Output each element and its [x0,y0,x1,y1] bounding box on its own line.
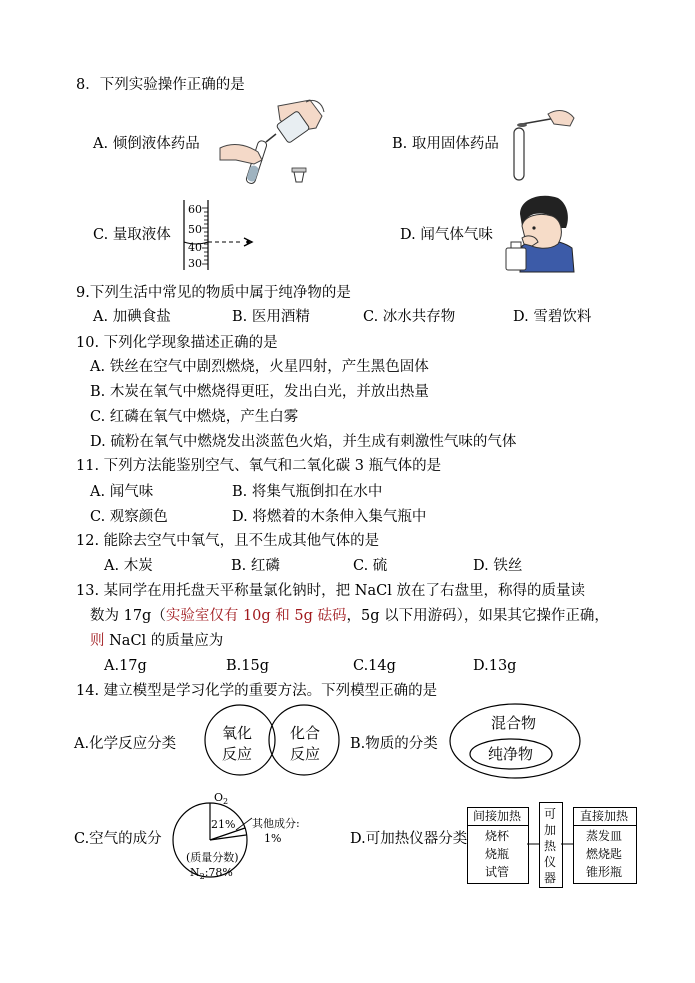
q11-option-b: B. 将集气瓶倒扣在水中 [232,484,383,500]
q12-option-d: D. 铁丝 [473,558,523,574]
direct-item-combustion-spoon: 燃烧匙 [586,847,623,861]
q13-line3-highlight: 则 [90,633,105,649]
venn-right-line2: 反应 [290,745,321,763]
q14-option-b-label: B.物质的分类 [350,736,438,752]
q12-stem: 12. 能除去空气中氧气，且不生成其他气体的是 [76,533,380,549]
venn-left-line1: 氧化 [222,724,253,742]
q10-option-d: D. 硫粉在氧气中燃烧发出淡蓝色火焰，并生成有刺激性气味的气体 [90,434,517,450]
venn-right-line1: 化合 [290,724,321,742]
q13-option-b: B.15g [226,658,269,674]
q8-option-d: D. 闻气体气味 [400,227,493,243]
center-char-2: 加 [544,823,557,837]
q8-option-c: C. 量取液体 [93,227,171,243]
q14-option-c-label: C.空气的成分 [74,831,162,847]
other-components-percent: 1% [264,832,282,845]
q10-option-a: A. 铁丝在空气中剧烈燃烧，火星四射，产生黑色固体 [90,359,429,375]
o2-percent: 21% [211,818,236,831]
q9-option-c: C. 冰水共存物 [363,309,456,325]
o2-subscript: 2 [223,797,229,807]
q10-stem: 10. 下列化学现象描述正确的是 [76,335,278,351]
q13-line1: 13. 某同学在用托盘天平称量氯化钠时，把 NaCl 放在了右盘里，称得的质量读 [76,583,585,599]
center-char-5: 器 [544,871,557,885]
q12-option-c: C. 硫 [353,558,388,574]
q8-option-a: A. 倾倒液体药品 [93,136,200,152]
q9-option-a: A. 加碘食盐 [93,309,171,325]
mass-fraction-note: (质量分数) [186,851,239,864]
direct-item-conical-flask: 锥形瓶 [586,865,623,879]
q12-option-a: A. 木炭 [104,558,153,574]
other-components-label: 其他成分: [252,817,300,830]
cylinder-tick-50: 50 [188,223,202,236]
q13-line2-b: ，5g 以下用游码），如果其它操作正确， [346,608,609,624]
n2-symbol: N [190,866,200,879]
q13-line3-b: NaCl 的质量应为 [104,633,224,649]
q9-option-d: D. 雪碧饮料 [513,309,592,325]
q13-line2-highlight: 实验室仅有 10g 和 5g 砝码 [165,608,347,624]
mixture-label: 混合物 [491,714,537,732]
q8-option-b: B. 取用固体药品 [392,136,499,152]
indirect-item-beaker: 烧杯 [485,829,510,843]
cylinder-tick-40: 40 [188,241,202,254]
q8-stem: 8．下列实验操作正确的是 [76,77,245,93]
q13-option-d: D.13g [473,658,517,674]
q14-stem: 14. 建立模型是学习化学的重要方法。下列模型正确的是 [76,683,438,699]
direct-heating-header: 直接加热 [580,809,629,823]
indirect-heating-header: 间接加热 [473,809,522,823]
n2-percent: :78% [204,866,233,879]
center-char-4: 仪 [544,855,557,869]
pure-substance-label: 纯净物 [488,745,534,763]
q10-option-b: B. 木炭在氧气中燃烧得更旺，发出白光，并放出热量 [90,384,429,400]
cylinder-tick-30: 30 [188,257,202,270]
q12-option-b: B. 红磷 [231,558,280,574]
q14-option-d-label: D.可加热仪器分类 [350,831,468,847]
q10-option-c: C. 红磷在氧气中燃烧，产生白雾 [90,409,299,425]
center-char-1: 可 [544,807,557,821]
q11-stem: 11. 下列方法能鉴别空气、氧气和二氧化碳 3 瓶气体的是 [76,458,442,474]
venn-left-line2: 反应 [222,745,253,763]
o2-symbol: O [214,791,224,804]
q11-option-c: C. 观察颜色 [90,509,168,525]
q13-option-a: A.17g [104,658,147,674]
q13-option-c: C.14g [353,658,396,674]
q14-option-a-label: A.化学反应分类 [74,736,177,752]
q9-option-b: B. 医用酒精 [232,309,310,325]
q11-option-d: D. 将燃着的木条伸入集气瓶中 [232,509,427,525]
direct-item-evaporating-dish: 蒸发皿 [586,829,623,843]
q13-line2-a: 数为 17g（ [90,608,166,624]
indirect-item-flask: 烧瓶 [485,847,510,861]
q9-stem: 9.下列生活中常见的物质中属于纯净物的是 [76,285,351,301]
q11-option-a: A. 闻气味 [90,484,154,500]
n2-subscript: 2 [199,872,205,882]
cylinder-tick-60: 60 [188,203,202,216]
indirect-item-test-tube: 试管 [485,865,510,879]
center-char-3: 热 [544,839,557,853]
